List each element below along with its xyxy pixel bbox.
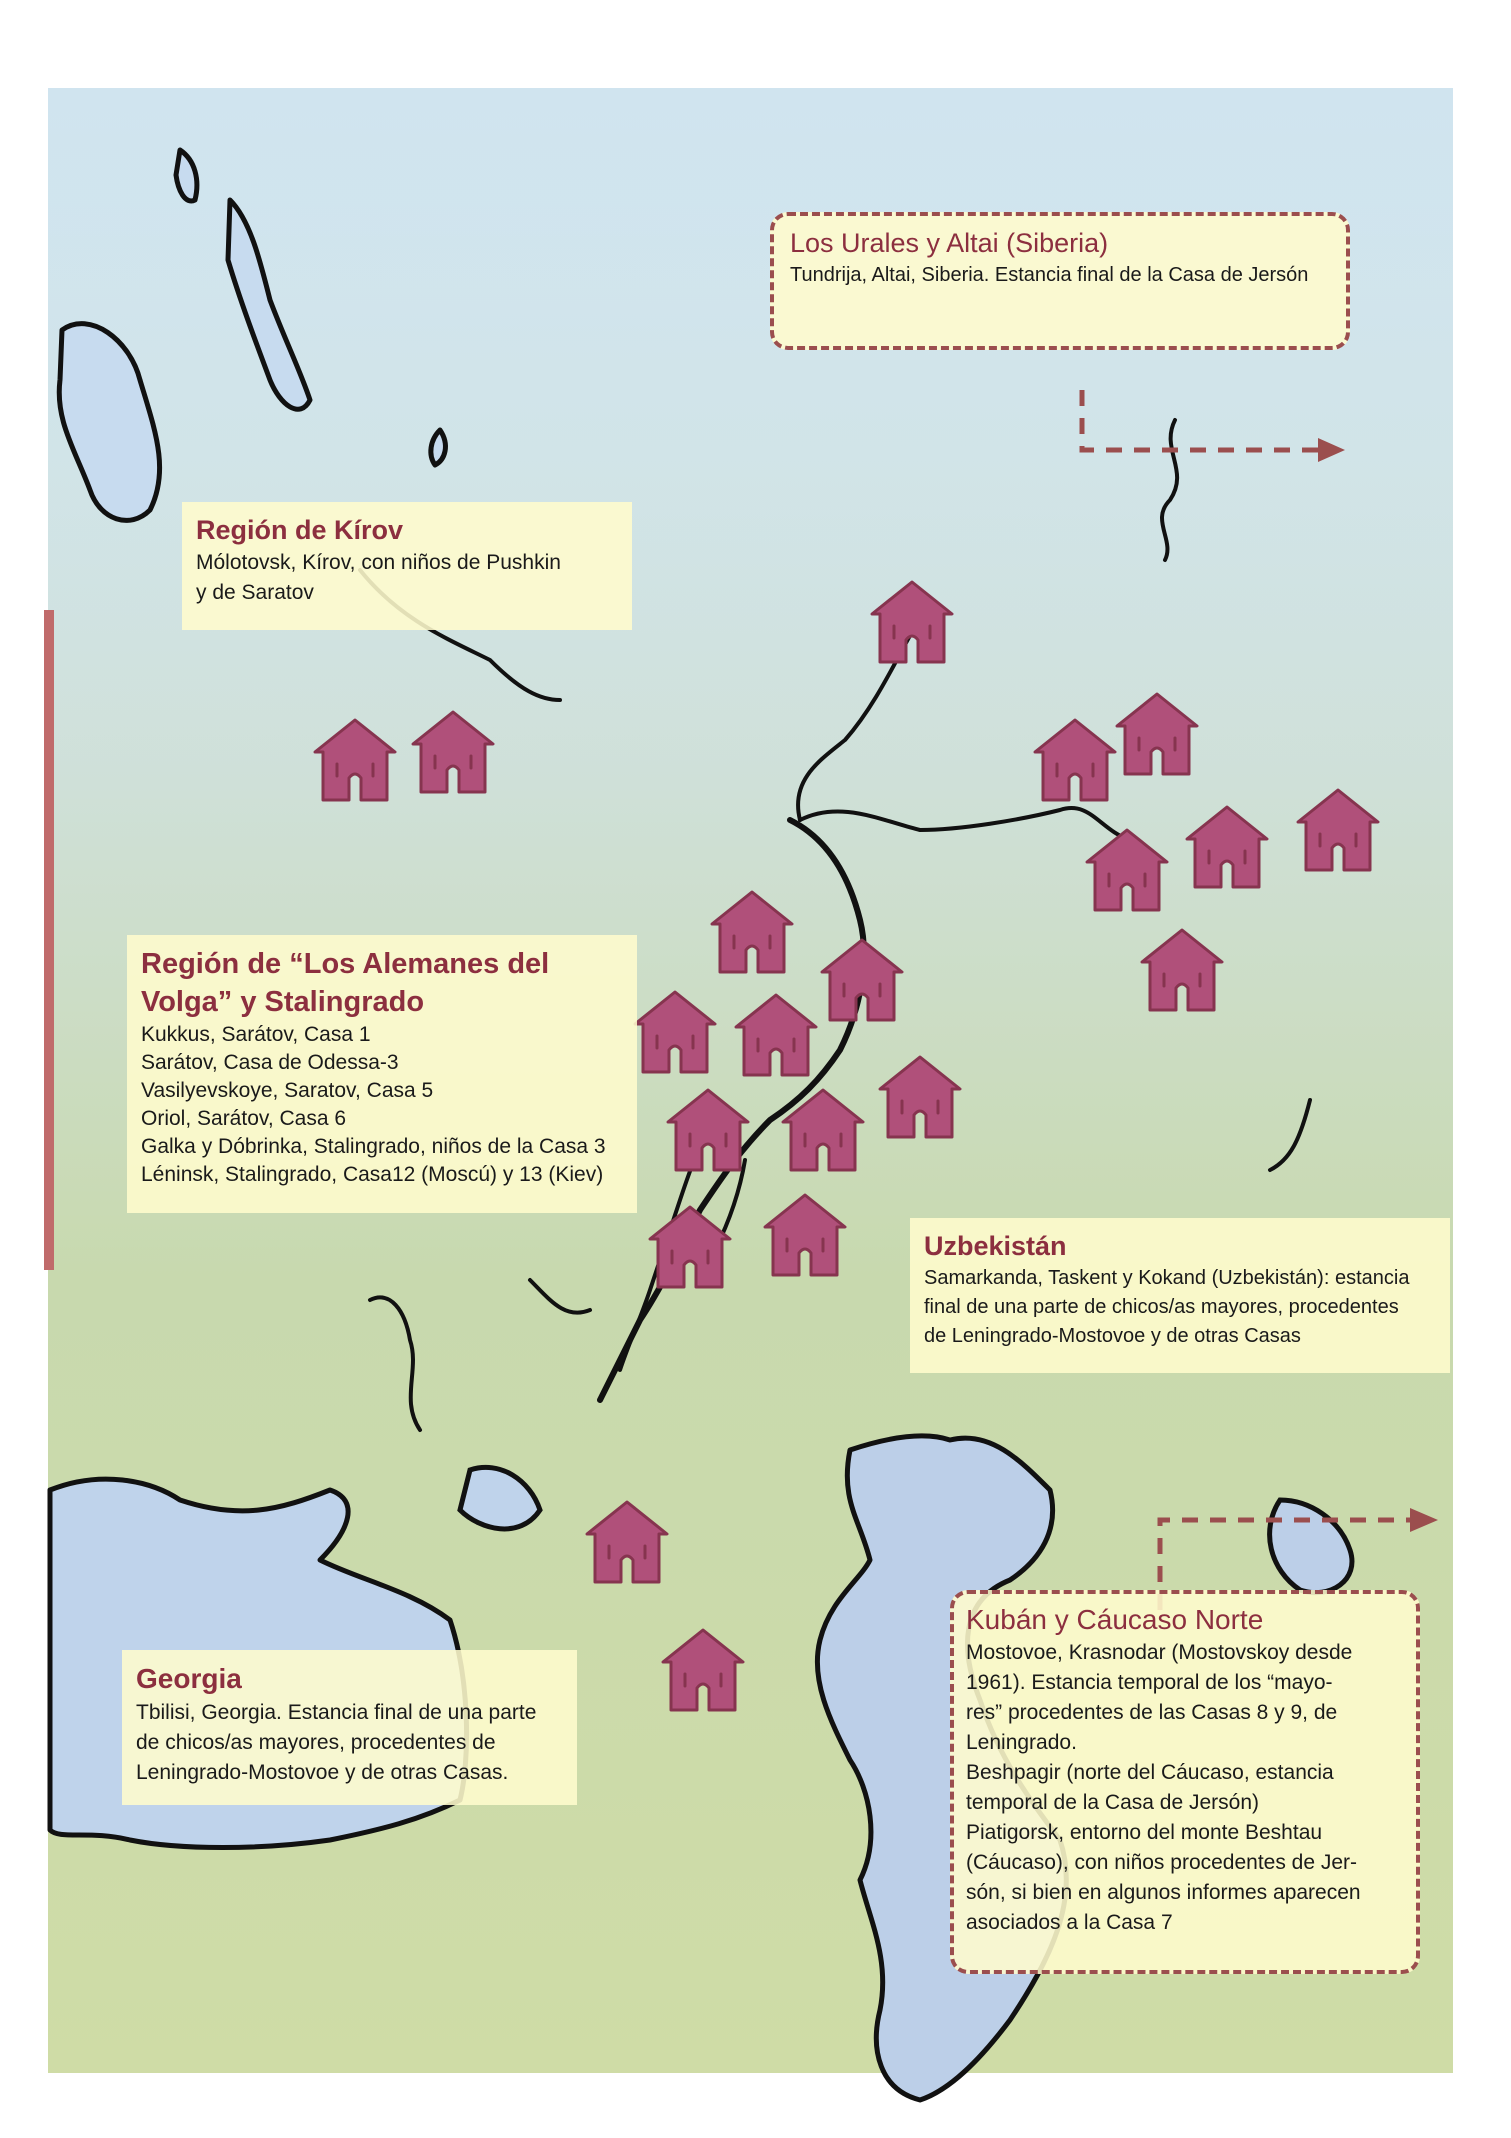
label-volga-stalingrado: [127, 935, 637, 1213]
volga-title-line-2: Volga” y Stalingrado: [141, 986, 425, 1018]
label-kirov: [182, 502, 632, 630]
uzbekistan-title: Uzbekistán: [924, 1231, 1067, 1261]
label-kuban-caucaso: [950, 1590, 1420, 1974]
georgia-line-3: Leningrado-Mostovoe y de otras Casas.: [136, 1761, 509, 1784]
kuban-line-1: Mostovoe, Krasnodar (Mostovskoy desde: [966, 1641, 1353, 1664]
volga-line-4: Oriol, Sarátov, Casa 6: [141, 1107, 347, 1130]
region-strip: [44, 610, 54, 1270]
label-uzbekistan: [910, 1218, 1450, 1373]
label-urales-altai: [770, 212, 1350, 350]
kuban-line-3: res” procedentes de las Casas 8 y 9, de: [966, 1701, 1338, 1724]
volga-line-5: Galka y Dóbrinka, Stalingrado, niños de la Casa 3: [141, 1135, 606, 1158]
volga-line-6: Léninsk, Stalingrado, Casa12 (Moscú) y 13 (Kiev): [141, 1163, 604, 1186]
kirov-title: Región de Kírov: [196, 515, 404, 545]
northern-region: [48, 88, 1453, 788]
georgia-line-1: Tbilisi, Georgia. Estancia final de una parte: [136, 1701, 537, 1724]
urales-line-1: Tundrija, Altai, Siberia. Estancia final de la Casa de Jersón: [790, 264, 1309, 286]
uzbekistan-line-1: Samarkanda, Taskent y Kokand (Uzbekistán): estancia: [924, 1267, 1410, 1289]
kuban-line-2: 1961). Estancia temporal de los “mayo-: [966, 1671, 1333, 1694]
kirov-line-2: y de Saratov: [196, 581, 314, 604]
kuban-line-10: asociados a la Casa 7: [966, 1911, 1173, 1934]
kuban-line-9: són, si bien en algunos informes aparecen: [966, 1881, 1361, 1904]
kuban-line-4: Leningrado.: [966, 1731, 1077, 1754]
georgia-line-2: de chicos/as mayores, procedentes de: [136, 1731, 496, 1754]
volga-line-2: Sarátov, Casa de Odessa-3: [141, 1051, 399, 1074]
uzbekistan-line-2: final de una parte de chicos/as mayores, procedentes: [924, 1296, 1399, 1318]
volga-title-line-1: Región de “Los Alemanes del: [141, 948, 550, 980]
kirov-line-1: Mólotovsk, Kírov, con niños de Pushkin: [196, 551, 561, 574]
urales-title: Los Urales y Altai (Siberia): [790, 228, 1109, 258]
kuban-line-6: temporal de la Casa de Jersón): [966, 1791, 1259, 1814]
kuban-line-7: Piatigorsk, entorno del monte Beshtau: [966, 1821, 1323, 1844]
georgia-title: Georgia: [136, 1663, 242, 1694]
label-georgia: [122, 1650, 577, 1805]
kuban-title: Kubán y Cáucaso Norte: [966, 1604, 1264, 1635]
uzbekistan-line-3: de Leningrado-Mostovoe y de otras Casas: [924, 1325, 1301, 1347]
volga-line-1: Kukkus, Sarátov, Casa 1: [141, 1023, 371, 1046]
kuban-line-8: (Cáucaso), con niños procedentes de Jer-: [966, 1851, 1358, 1874]
kuban-line-5: Beshpagir (norte del Cáucaso, estancia: [966, 1761, 1334, 1784]
volga-line-3: Vasilyevskoye, Saratov, Casa 5: [141, 1079, 434, 1102]
